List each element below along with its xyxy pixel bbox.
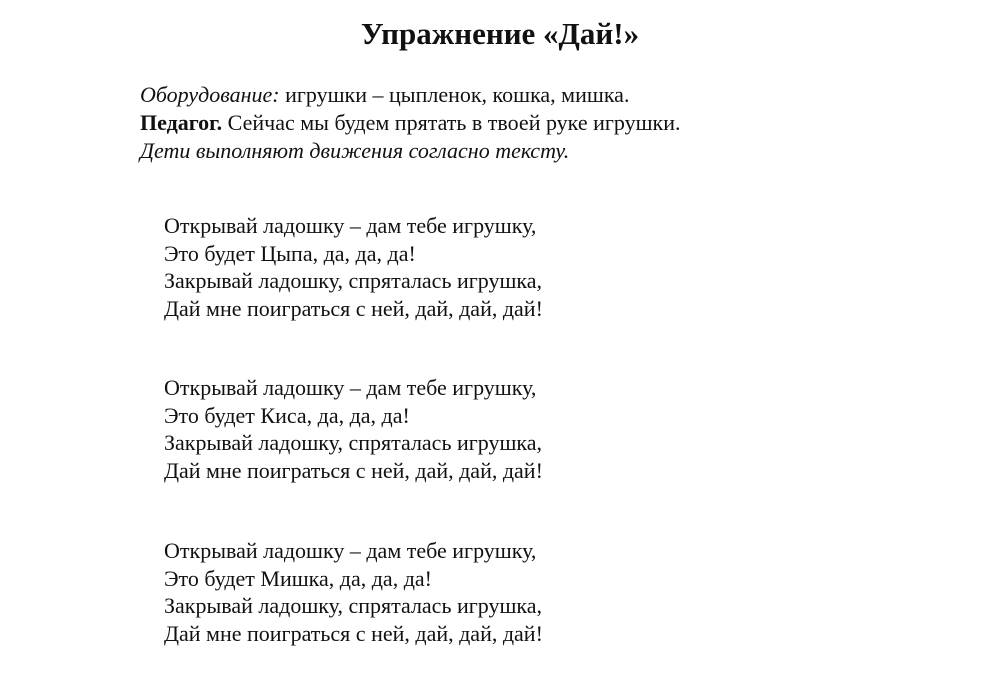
intro-block [140, 81, 681, 165]
verse-3 [164, 537, 543, 647]
teacher-text: Сейчас мы будем прятать в твоей руке игрушки. [222, 110, 681, 135]
equipment-text: игрушки – цыпленок, кошка, мишка. [279, 82, 630, 107]
verse-1 [164, 212, 543, 322]
verse-line: Это будет Киса, да, да, да! [164, 402, 410, 428]
verse-line: Дай мне поиграться с ней, дай, дай, дай! [164, 295, 543, 321]
page-title: Упражнение «Дай!» [360, 16, 640, 51]
equipment-line [140, 81, 681, 109]
verse-2 [164, 374, 543, 484]
teacher-label: Педагог. [140, 110, 223, 135]
verse-line: Дай мне поиграться с ней, дай, дай, дай! [164, 457, 543, 483]
verse-line: Закрывай ладошку, спряталась игрушка, [164, 430, 543, 455]
teacher-line [140, 109, 681, 137]
verse-line: Закрывай ладошку, спряталась игрушка, [164, 268, 543, 293]
verse-line: Это будет Цыпа, да, да, да! [164, 240, 416, 266]
verse-line: Открывай ладошку – дам тебе игрушку, [164, 538, 537, 563]
instruction-line [140, 137, 681, 165]
verse-line: Дай мне поиграться с ней, дай, дай, дай! [164, 620, 543, 646]
instruction-text: Дети выполняют движения согласно тексту. [140, 138, 570, 163]
equipment-label: Оборудование: [140, 82, 280, 107]
verse-line: Закрывай ладошку, спряталась игрушка, [164, 593, 543, 618]
verse-line: Открывай ладошку – дам тебе игрушку, [164, 213, 537, 238]
verse-line: Это будет Мишка, да, да, да! [164, 565, 432, 591]
verse-line: Открывай ладошку – дам тебе игрушку, [164, 375, 537, 400]
